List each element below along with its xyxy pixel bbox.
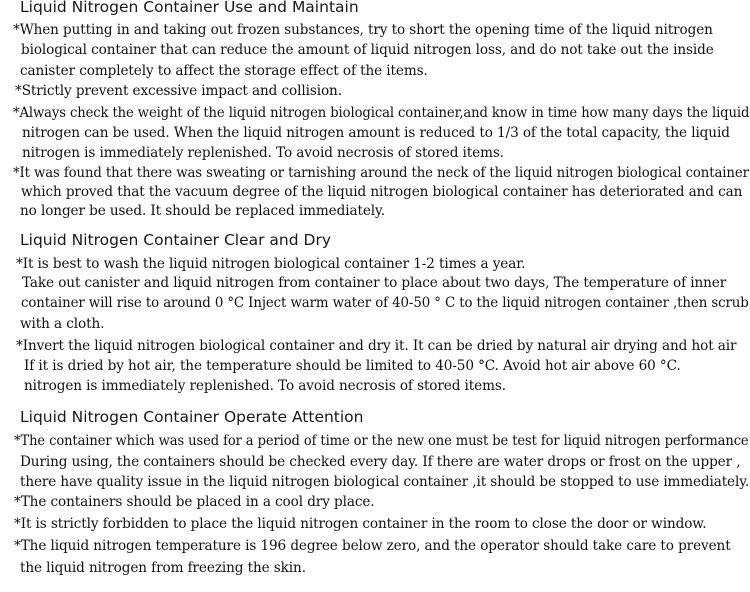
paragraph-line: *The containers should be placed in a cool dry place. [14,494,375,510]
paragraph-line: which proved that the vacuum degree of the liquid nitrogen biological container has deteriorated and can [21,184,743,200]
paragraph-line: *When putting in and taking out frozen substances, try to short the opening time of the liquid nitrogen [13,22,713,38]
paragraph-line: During using, the containers should be checked every day. If there are water drops or frost on the upper , [20,454,741,470]
heading-clear-and-dry: Liquid Nitrogen Container Clear and Dry [20,231,331,249]
paragraph-line: container will rise to around 0 °C Inject warm water of 40-50 ° C to the liquid nitrogen container ,then scrub [21,295,749,311]
paragraph-line: biological container that can reduce the amount of liquid nitrogen loss, and do not take out the inside [21,42,714,58]
paragraph-line: canister completely to affect the storage effect of the items. [20,63,428,79]
heading-use-and-maintain: Liquid Nitrogen Container Use and Maintain [20,0,359,16]
paragraph-line: If it is dried by hot air, the temperature should be limited to 40-50 °C. Avoid hot air above 60 °C. [24,358,681,374]
paragraph-line: *It is strictly forbidden to place the liquid nitrogen container in the room to close the door or window. [14,516,707,532]
paragraph-line: *It is best to wash the liquid nitrogen biological container 1-2 times a year. [16,256,526,272]
heading-operate-attention: Liquid Nitrogen Container Operate Attention [20,408,364,426]
paragraph-line: nitrogen can be used. When the liquid nitrogen amount is reduced to 1/3 of the total capacity, the liquid [22,125,730,141]
paragraph-line: there have quality issue in the liquid nitrogen biological container ,it should be stopped to use immediately. [20,474,750,490]
paragraph-line: *Invert the liquid nitrogen biological container and dry it. It can be dried by natural air drying and hot air [16,338,737,354]
paragraph-line: *Strictly prevent excessive impact and collision. [15,83,342,99]
paragraph-line: *Always check the weight of the liquid nitrogen biological container,and know in time how many days the liquid [13,105,750,121]
paragraph-line: nitrogen is immediately replenished. To avoid necrosis of stored items. [24,378,506,394]
paragraph-line: the liquid nitrogen from freezing the skin. [20,560,306,576]
paragraph-line: nitrogen is immediately replenished. To avoid necrosis of stored items. [22,145,504,161]
paragraph-line: *It was found that there was sweating or tarnishing around the neck of the liquid nitrogen biological container [13,165,749,181]
paragraph-line: with a cloth. [20,316,105,332]
paragraph-line: *The container which was used for a period of time or the new one must be test for liquid nitrogen performance [14,433,749,449]
paragraph-line: *The liquid nitrogen temperature is 196 degree below zero, and the operator should take care to prevent [14,538,731,554]
paragraph-line: no longer be used. It should be replaced immediately. [20,203,386,219]
paragraph-line: Take out canister and liquid nitrogen from container to place about two days, The temperature of inner [22,275,727,291]
